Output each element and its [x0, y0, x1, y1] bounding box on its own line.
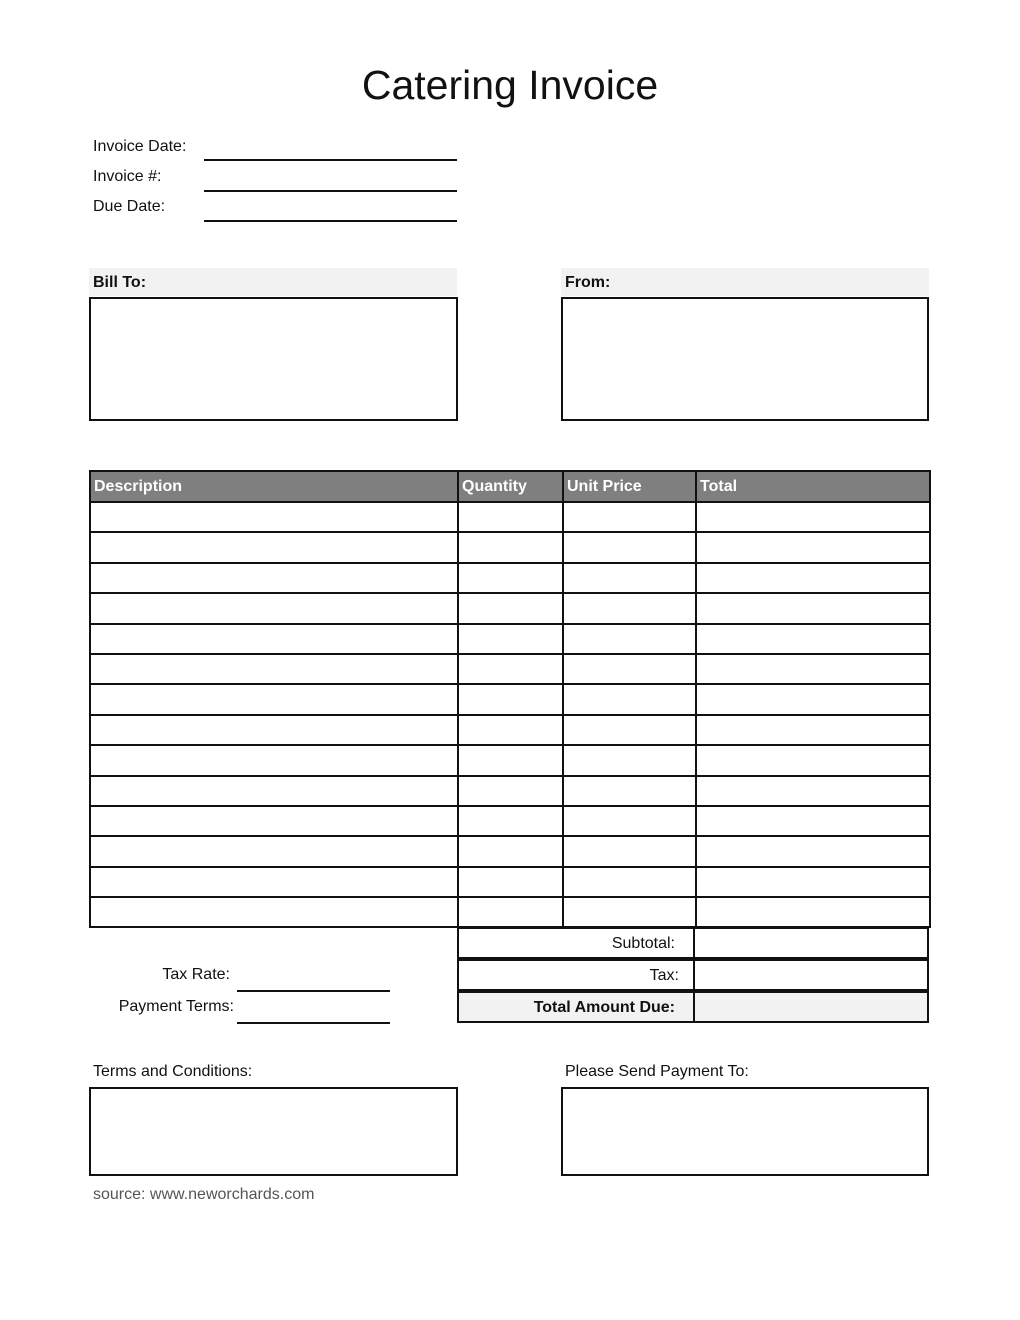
- invoice-number-label: Invoice #:: [93, 168, 162, 185]
- cell-quantity[interactable]: [458, 654, 563, 684]
- cell-quantity[interactable]: [458, 684, 563, 714]
- page-title: Catering Invoice: [361, 62, 659, 108]
- cell-description[interactable]: [90, 806, 458, 836]
- cell-total[interactable]: [696, 836, 930, 866]
- column-header-unit-price: Unit Price: [563, 471, 696, 502]
- due-date-underline: [204, 220, 457, 222]
- cell-unit-price[interactable]: [563, 836, 696, 866]
- send-payment-label: Please Send Payment To:: [565, 1063, 749, 1080]
- cell-total[interactable]: [696, 745, 930, 775]
- column-header-total: Total: [696, 471, 930, 502]
- table-header-row: [90, 471, 930, 502]
- cell-total[interactable]: [696, 684, 930, 714]
- subtotal-value[interactable]: [693, 927, 929, 959]
- cell-unit-price[interactable]: [563, 867, 696, 897]
- cell-quantity[interactable]: [458, 715, 563, 745]
- table-row: [90, 776, 930, 806]
- total-due-value[interactable]: [693, 991, 929, 1023]
- cell-quantity[interactable]: [458, 806, 563, 836]
- invoice-date-underline: [204, 159, 457, 161]
- due-date-label: Due Date:: [93, 198, 166, 215]
- cell-quantity[interactable]: [458, 867, 563, 897]
- items-table-body: [90, 502, 930, 927]
- tax-rate-label: Tax Rate:: [162, 966, 230, 983]
- from-label: From:: [561, 268, 929, 296]
- cell-description[interactable]: [90, 836, 458, 866]
- invoice-number-underline: [204, 190, 457, 192]
- table-row: [90, 563, 930, 593]
- cell-unit-price[interactable]: [563, 563, 696, 593]
- table-row: [90, 684, 930, 714]
- cell-quantity[interactable]: [458, 563, 563, 593]
- cell-total[interactable]: [696, 502, 930, 532]
- cell-total[interactable]: [696, 593, 930, 623]
- send-payment-content: [563, 1089, 927, 1097]
- column-header-quantity: Quantity: [458, 471, 563, 502]
- cell-total[interactable]: [696, 715, 930, 745]
- table-row: [90, 532, 930, 562]
- cell-unit-price[interactable]: [563, 806, 696, 836]
- table-row: [90, 745, 930, 775]
- cell-total[interactable]: [696, 806, 930, 836]
- cell-quantity[interactable]: [458, 745, 563, 775]
- tax-rate-underline: [237, 990, 390, 992]
- from-content: [563, 299, 927, 307]
- subtotal-row: [457, 927, 929, 959]
- cell-quantity[interactable]: [458, 836, 563, 866]
- cell-description[interactable]: [90, 502, 458, 532]
- table-row: [90, 867, 930, 897]
- cell-description[interactable]: [90, 563, 458, 593]
- cell-quantity[interactable]: [458, 593, 563, 623]
- cell-unit-price[interactable]: [563, 897, 696, 927]
- items-table: [89, 470, 931, 928]
- cell-unit-price[interactable]: [563, 776, 696, 806]
- table-row: [90, 654, 930, 684]
- cell-quantity[interactable]: [458, 624, 563, 654]
- invoice-date-label: Invoice Date:: [93, 138, 187, 155]
- cell-description[interactable]: [90, 593, 458, 623]
- tax-row: [457, 959, 929, 991]
- cell-quantity[interactable]: [458, 897, 563, 927]
- terms-content: [91, 1089, 456, 1097]
- cell-unit-price[interactable]: [563, 502, 696, 532]
- cell-description[interactable]: [90, 654, 458, 684]
- bill-to-content: [91, 299, 456, 307]
- terms-box[interactable]: [89, 1087, 458, 1176]
- table-row: [90, 502, 930, 532]
- cell-description[interactable]: [90, 745, 458, 775]
- cell-quantity[interactable]: [458, 776, 563, 806]
- cell-total[interactable]: [696, 532, 930, 562]
- cell-description[interactable]: [90, 684, 458, 714]
- cell-total[interactable]: [696, 563, 930, 593]
- total-due-label: Total Amount Due:: [457, 991, 695, 1023]
- payment-terms-underline: [237, 1022, 390, 1024]
- bill-to-box[interactable]: [89, 297, 458, 421]
- cell-description[interactable]: [90, 867, 458, 897]
- cell-description[interactable]: [90, 624, 458, 654]
- payment-terms-label: Payment Terms:: [118, 998, 234, 1015]
- cell-total[interactable]: [696, 624, 930, 654]
- cell-description[interactable]: [90, 532, 458, 562]
- cell-unit-price[interactable]: [563, 532, 696, 562]
- cell-total[interactable]: [696, 867, 930, 897]
- send-payment-box[interactable]: [561, 1087, 929, 1176]
- tax-value[interactable]: [693, 959, 929, 991]
- cell-total[interactable]: [696, 776, 930, 806]
- cell-quantity[interactable]: [458, 532, 563, 562]
- cell-unit-price[interactable]: [563, 715, 696, 745]
- table-row: [90, 715, 930, 745]
- table-row: [90, 593, 930, 623]
- table-row: [90, 897, 930, 927]
- cell-total[interactable]: [696, 897, 930, 927]
- terms-label: Terms and Conditions:: [93, 1063, 253, 1080]
- total-due-row: [457, 991, 929, 1023]
- table-row: [90, 624, 930, 654]
- table-row: [90, 836, 930, 866]
- table-row: [90, 806, 930, 836]
- cell-unit-price[interactable]: [563, 684, 696, 714]
- cell-unit-price[interactable]: [563, 593, 696, 623]
- cell-total[interactable]: [696, 654, 930, 684]
- bill-to-label: Bill To:: [89, 268, 457, 296]
- column-header-description: Description: [90, 471, 458, 502]
- cell-unit-price[interactable]: [563, 624, 696, 654]
- cell-quantity[interactable]: [458, 502, 563, 532]
- cell-description[interactable]: [90, 715, 458, 745]
- cell-description[interactable]: [90, 897, 458, 927]
- tax-label: Tax:: [457, 959, 695, 991]
- subtotal-label: Subtotal:: [457, 927, 695, 959]
- cell-unit-price[interactable]: [563, 654, 696, 684]
- from-box[interactable]: [561, 297, 929, 421]
- cell-unit-price[interactable]: [563, 745, 696, 775]
- cell-description[interactable]: [90, 776, 458, 806]
- source-credit: source: www.neworchards.com: [93, 1186, 315, 1203]
